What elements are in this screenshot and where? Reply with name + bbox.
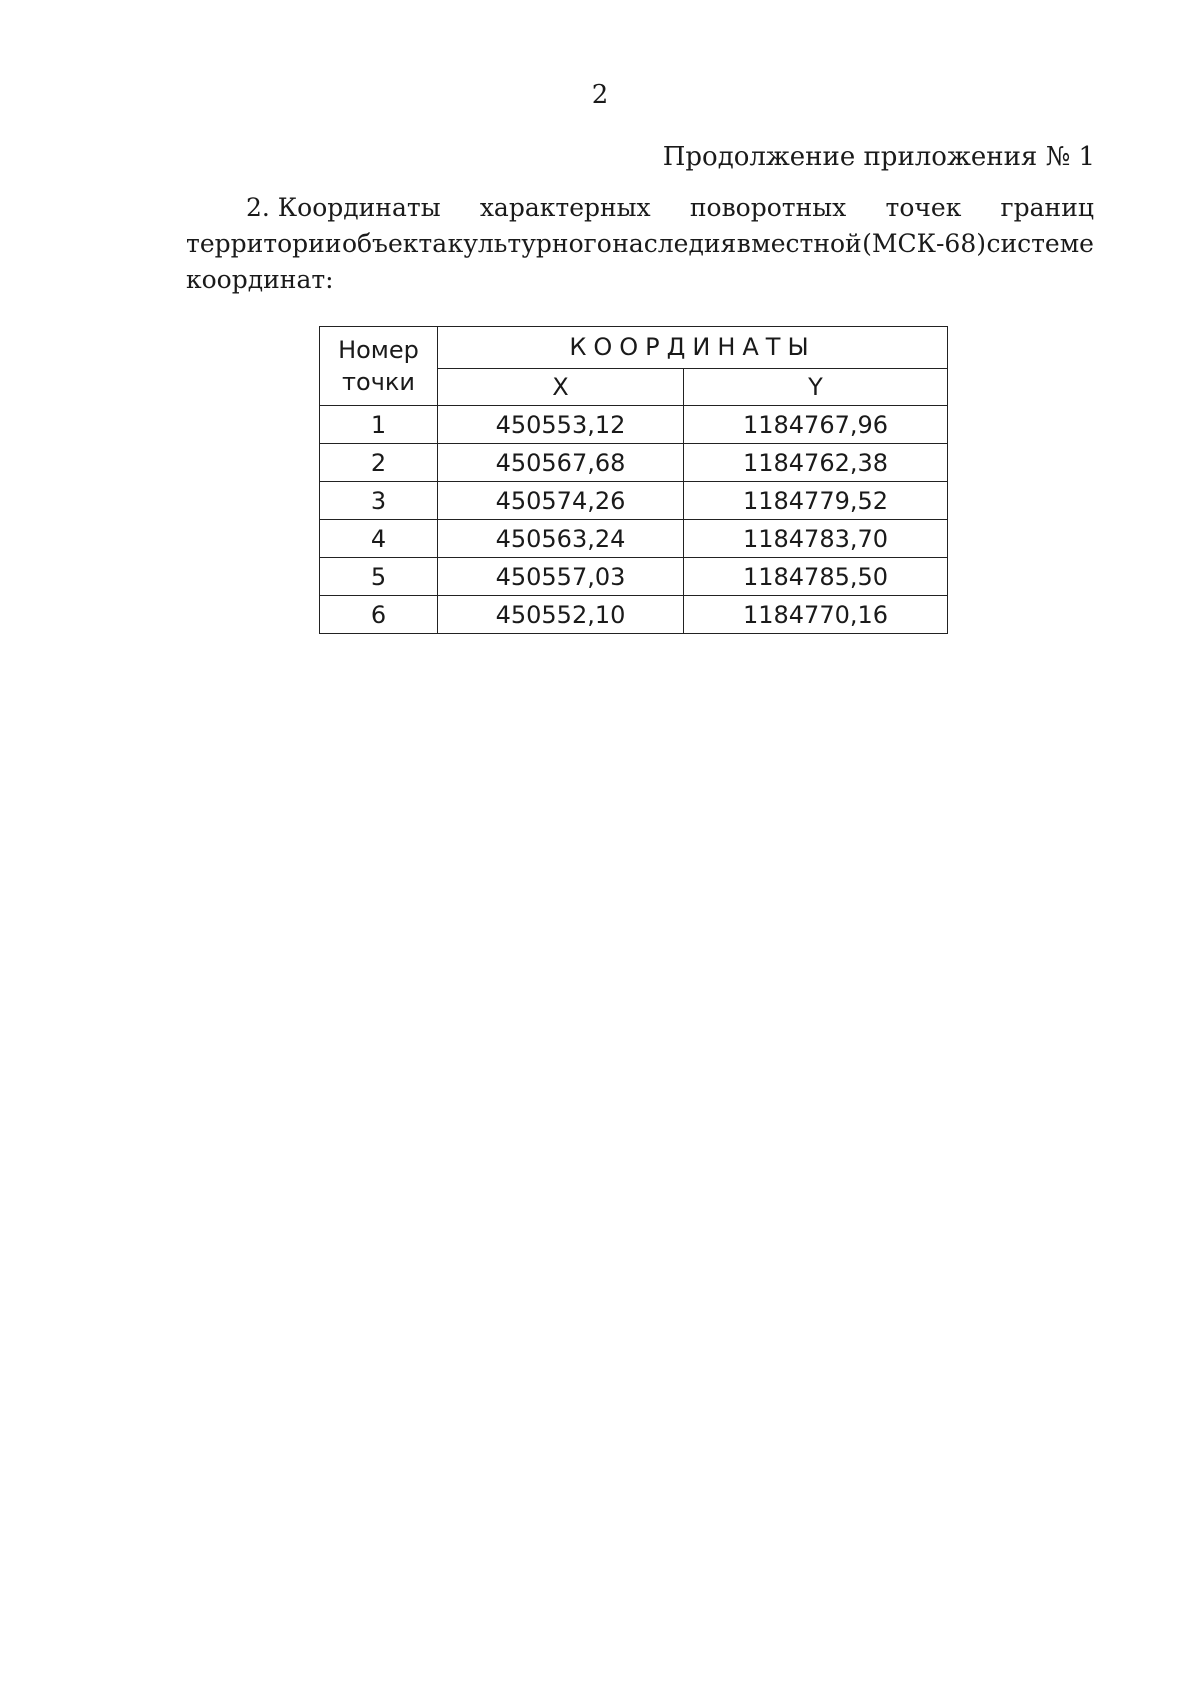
y-cell: 1184779,52 [684, 482, 948, 520]
y-cell: 1184762,38 [684, 444, 948, 482]
y-cell: 1184785,50 [684, 558, 948, 596]
word: в [736, 229, 751, 258]
point-number-header [320, 327, 438, 406]
x-cell: 450557,03 [438, 558, 684, 596]
coordinates-paragraph [186, 190, 1094, 298]
table-row [320, 482, 948, 520]
coordinates-header: КООРДИНАТЫ [438, 327, 948, 369]
appendix-continuation-note: Продолжение приложения № 1 [662, 142, 1095, 172]
y-cell: 1184767,96 [684, 406, 948, 444]
word: территории [186, 229, 342, 258]
x-header: X [438, 368, 684, 405]
table-header-row [320, 327, 948, 369]
table-row [320, 406, 948, 444]
paragraph-line-2 [186, 226, 1094, 262]
word: местной [751, 229, 862, 258]
x-cell: 450574,26 [438, 482, 684, 520]
word: культурного [447, 229, 612, 258]
point-number-cell: 6 [320, 596, 438, 634]
page-number: 2 [591, 80, 609, 110]
header-line: точки [342, 368, 415, 396]
word: (МСК-68) [862, 229, 986, 258]
y-header: Y [684, 368, 948, 405]
x-cell: 450563,24 [438, 520, 684, 558]
table-row [320, 520, 948, 558]
y-cell: 1184770,16 [684, 596, 948, 634]
x-cell: 450567,68 [438, 444, 684, 482]
point-number-cell: 4 [320, 520, 438, 558]
point-number-cell: 1 [320, 406, 438, 444]
table-row [320, 444, 948, 482]
point-number-cell: 2 [320, 444, 438, 482]
point-number-cell: 3 [320, 482, 438, 520]
word: объекта [341, 229, 448, 258]
word: 2. Координаты [246, 193, 441, 222]
x-cell: 450553,12 [438, 406, 684, 444]
x-cell: 450552,10 [438, 596, 684, 634]
word: поворотных [689, 193, 847, 222]
header-line: Номер [338, 336, 419, 364]
paragraph-line-3: координат: [186, 265, 334, 294]
word: системе [986, 229, 1094, 258]
table-row [320, 596, 948, 634]
point-number-cell: 5 [320, 558, 438, 596]
paragraph-line-1 [186, 190, 1094, 226]
word: точек [885, 193, 962, 222]
word: характерных [479, 193, 651, 222]
coordinates-table [319, 326, 948, 634]
table-row [320, 558, 948, 596]
y-cell: 1184783,70 [684, 520, 948, 558]
word: границ [1000, 193, 1094, 222]
word: наследия [612, 229, 737, 258]
